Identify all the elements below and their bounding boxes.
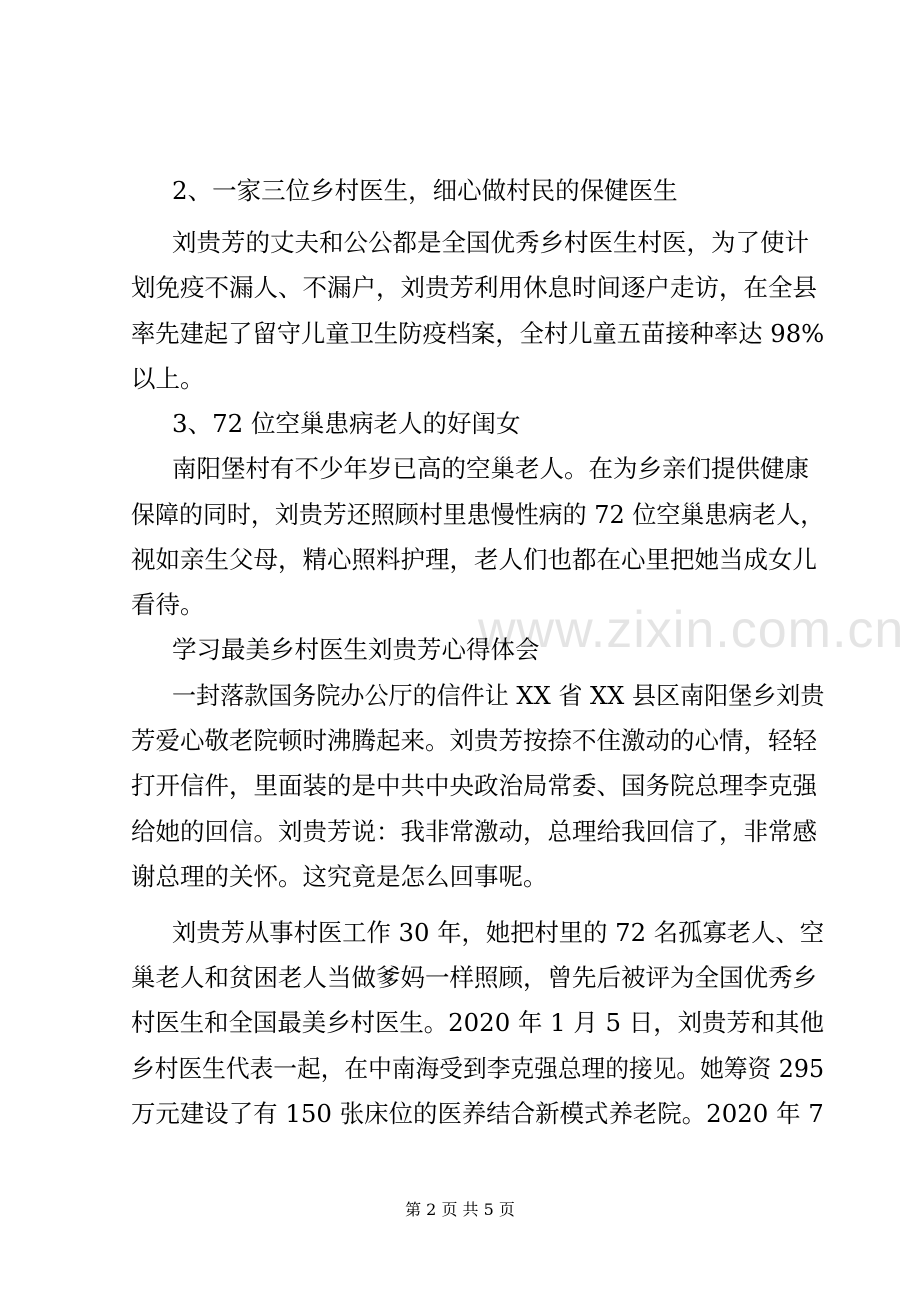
- body-line: 打开信件，里面装的是中共中央政治局常委、国务院总理李克强: [131, 771, 817, 800]
- body-line: 刘贵芳的丈夫和公公都是全国优秀乡村医生村医，为了使计: [172, 228, 809, 257]
- body-line: 看待。: [131, 590, 205, 619]
- body-line: 谢总理的关怀。这究竟是怎么回事呢。: [131, 862, 548, 891]
- body-line: 乡村医生代表一起，在中南海受到李克强总理的接见。她筹资 295: [131, 1054, 825, 1083]
- page-footer: 第 2 页 共 5 页: [405, 1200, 515, 1219]
- body-line: 以上。: [131, 364, 205, 393]
- heading-line: 3、72 位空巢患病老人的好闺女: [172, 409, 521, 438]
- section-title: 学习最美乡村医生刘贵芳心得体会: [172, 635, 540, 664]
- body-line: 芳爱心敬老院顿时沸腾起来。刘贵芳按捺不住激动的心情，轻轻: [131, 726, 817, 755]
- body-line: 刘贵芳从事村医工作 30 年，她把村里的 72 名孤寡老人、空: [172, 918, 825, 947]
- body-line: 给她的回信。刘贵芳说：我非常激动，总理给我回信了，非常感: [131, 817, 817, 846]
- body-line: 一封落款国务院办公厅的信件让 XX 省 XX 县区南阳堡乡刘贵: [172, 681, 825, 710]
- body-line: 南阳堡村有不少年岁已高的空巢老人。在为乡亲们提供健康: [172, 454, 809, 483]
- body-line: 划免疫不漏人、不漏户，刘贵芳利用休息时间逐户走访，在全县: [131, 273, 817, 302]
- body-line: 村医生和全国最美乡村医生。2020 年 1 月 5 日，刘贵芳和其他: [131, 1008, 824, 1037]
- heading-line: 2、一家三位乡村医生，细心做村民的保健医生: [172, 176, 678, 205]
- body-line: 率先建起了留守儿童卫生防疫档案，全村儿童五苗接种率达 98%: [131, 319, 825, 348]
- body-line: 万元建设了有 150 张床位的医养结合新模式养老院。2020 年 7: [131, 1099, 824, 1128]
- body-line: 视如亲生父母，精心照料护理，老人们也都在心里把她当成女儿: [131, 545, 817, 574]
- body-line: 巢老人和贫困老人当做爹妈一样照顾，曾先后被评为全国优秀乡: [131, 963, 817, 992]
- watermark: www.zixin.com.cn: [478, 601, 905, 659]
- body-line: 保障的同时，刘贵芳还照顾村里患慢性病的 72 位空巢患病老人，: [131, 500, 825, 529]
